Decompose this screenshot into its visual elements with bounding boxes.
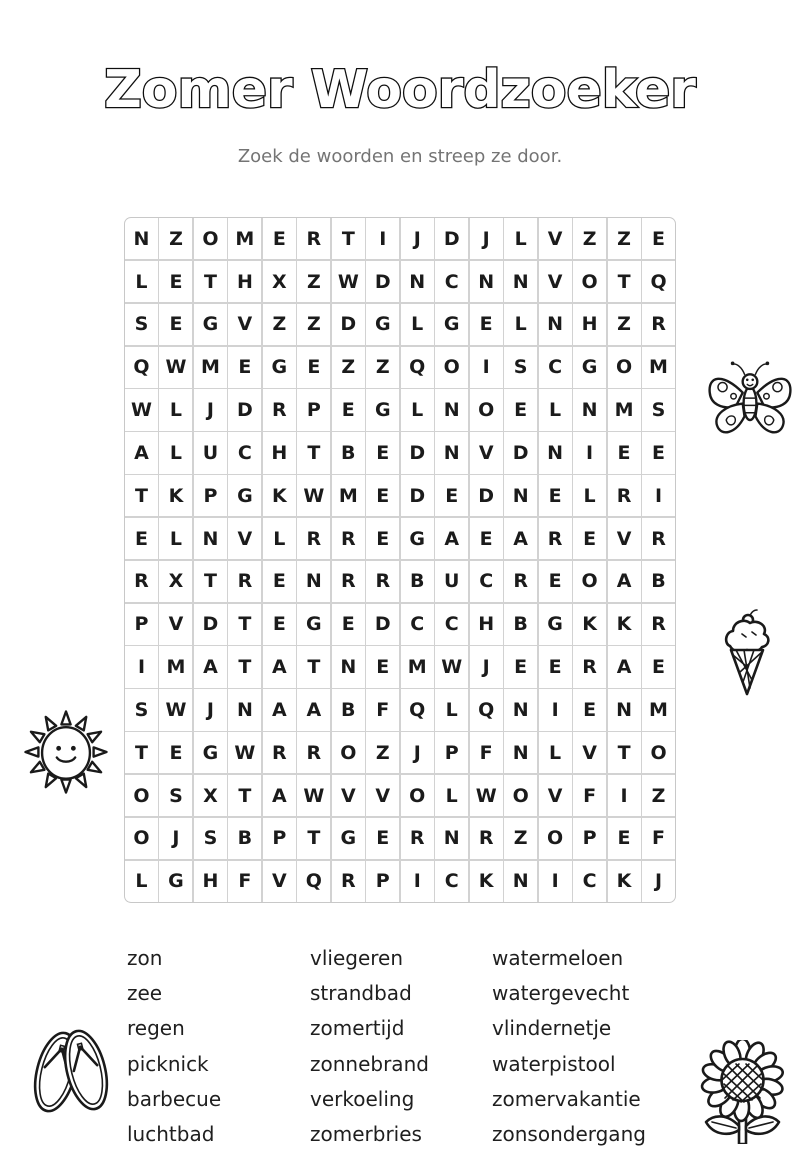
grid-cell: L [125,261,158,302]
grid-cell: E [125,518,158,559]
grid-cell: T [125,732,158,773]
grid-cell: L [504,304,537,345]
grid-cell: D [194,604,227,645]
word-list-item: watergevecht [492,981,630,1006]
grid-cell: D [366,604,399,645]
grid-cell: Z [366,732,399,773]
grid-cell: E [366,818,399,859]
grid-cell: Z [608,304,641,345]
grid-cell: O [125,818,158,859]
grid-cell: G [194,732,227,773]
grid-cell: L [263,518,296,559]
letter-grid [124,217,676,903]
grid-cell: R [608,475,641,516]
grid-cell: Q [642,261,675,302]
grid-cell: R [642,518,675,559]
grid-cell: K [608,861,641,902]
grid-cell: I [608,775,641,816]
grid-cell: R [263,389,296,430]
grid-cell: N [608,689,641,730]
grid-cell: T [228,646,261,687]
grid-cell: E [504,389,537,430]
flip-flops-icon [20,1012,120,1122]
grid-cell: S [504,347,537,388]
grid-cell: Z [297,304,330,345]
word-list-item: zomervakantie [492,1086,641,1111]
grid-cell: T [194,261,227,302]
word-list-item: barbecue [127,1086,222,1111]
grid-cell: O [539,818,572,859]
grid-cell: T [608,732,641,773]
grid-cell: W [159,689,192,730]
grid-cell: O [504,775,537,816]
grid-cell: R [332,561,365,602]
ice-cream-icon [716,606,778,700]
grid-cell: V [332,775,365,816]
grid-cell: D [435,218,468,259]
grid-cell: E [539,475,572,516]
grid-cell: S [125,689,158,730]
grid-cell: N [297,561,330,602]
grid-cell: E [573,518,606,559]
grid-cell: E [263,604,296,645]
grid-cell: H [470,604,503,645]
grid-cell: Q [125,347,158,388]
grid-cell: C [539,347,572,388]
grid-cell: E [297,347,330,388]
word-list-column [492,941,687,1152]
grid-cell: E [332,389,365,430]
grid-cell: P [366,861,399,902]
grid-cell: E [228,347,261,388]
grid-cell: O [194,218,227,259]
grid-cell: V [159,604,192,645]
word-list-item: zonsondergang [492,1121,646,1146]
grid-cell: N [470,261,503,302]
grid-cell: G [332,818,365,859]
grid-cell: R [297,218,330,259]
grid-cell: W [470,775,503,816]
grid-cell: W [159,347,192,388]
grid-cell: I [539,861,572,902]
grid-cell: G [194,304,227,345]
grid-cell: C [435,861,468,902]
grid-cell: M [228,218,261,259]
grid-cell: R [539,518,572,559]
grid-cell: J [401,732,434,773]
grid-cell: N [332,646,365,687]
grid-cell: F [366,689,399,730]
grid-cell: I [642,475,675,516]
grid-cell: Z [573,218,606,259]
grid-cell: A [125,432,158,473]
grid-cell: H [263,432,296,473]
grid-cell: E [504,646,537,687]
grid-cell: A [504,518,537,559]
grid-cell: G [159,861,192,902]
grid-cell: Q [401,689,434,730]
grid-cell: J [401,218,434,259]
grid-cell: R [332,518,365,559]
grid-cell: E [470,518,503,559]
grid-cell: R [297,518,330,559]
grid-cell: E [263,561,296,602]
grid-cell: Q [297,861,330,902]
word-list-item: zonnebrand [310,1051,429,1076]
grid-cell: T [194,561,227,602]
grid-cell: I [573,432,606,473]
grid-cell: Z [608,218,641,259]
grid-cell: E [332,604,365,645]
grid-cell: F [470,732,503,773]
grid-cell: L [539,389,572,430]
grid-cell: A [608,646,641,687]
grid-cell: R [263,732,296,773]
grid-cell: T [332,218,365,259]
grid-cell: I [470,347,503,388]
grid-cell: B [642,561,675,602]
grid-cell: B [332,432,365,473]
grid-cell: P [125,604,158,645]
grid-cell: H [573,304,606,345]
grid-cell: E [470,304,503,345]
grid-cell: A [608,561,641,602]
grid-cell: T [297,432,330,473]
grid-cell: G [297,604,330,645]
grid-cell: L [159,389,192,430]
grid-cell: K [573,604,606,645]
grid-cell: V [608,518,641,559]
grid-cell: K [608,604,641,645]
word-list [127,941,687,1152]
word-list-item: strandbad [310,981,412,1006]
grid-cell: N [539,304,572,345]
grid-cell: C [228,432,261,473]
grid-cell: E [159,304,192,345]
grid-cell: A [435,518,468,559]
grid-cell: N [435,818,468,859]
grid-cell: M [642,347,675,388]
grid-cell: V [470,432,503,473]
grid-cell: E [159,732,192,773]
grid-cell: Z [332,347,365,388]
word-list-item: verkoeling [310,1086,415,1111]
grid-cell: M [401,646,434,687]
grid-cell: R [504,561,537,602]
grid-cell: I [125,646,158,687]
word-list-column [127,941,310,1152]
grid-cell: E [366,518,399,559]
grid-cell: N [504,689,537,730]
grid-cell: J [194,689,227,730]
grid-cell: N [504,861,537,902]
grid-cell: V [539,261,572,302]
grid-cell: I [401,861,434,902]
grid-cell: A [263,689,296,730]
grid-cell: O [470,389,503,430]
grid-cell: B [504,604,537,645]
grid-cell: E [539,561,572,602]
grid-cell: W [297,475,330,516]
grid-cell: P [297,389,330,430]
grid-cell: Z [297,261,330,302]
grid-cell: U [194,432,227,473]
grid-cell: D [401,475,434,516]
grid-cell: E [366,646,399,687]
grid-cell: T [608,261,641,302]
grid-cell: W [297,775,330,816]
grid-cell: V [539,218,572,259]
grid-cell: N [435,432,468,473]
word-list-item: zomerbries [310,1121,422,1146]
grid-cell: V [228,304,261,345]
grid-cell: K [159,475,192,516]
sunflower-icon [690,1040,794,1144]
page-title: Zomer Woordzoeker [104,60,696,120]
grid-cell: Z [366,347,399,388]
grid-cell: Z [504,818,537,859]
grid-cell: M [642,689,675,730]
grid-cell: K [470,861,503,902]
word-list-item: waterpistool [492,1051,616,1076]
grid-cell: R [228,561,261,602]
word-list-item: vliegeren [310,946,404,970]
grid-cell: R [125,561,158,602]
grid-cell: S [194,818,227,859]
grid-cell: M [194,347,227,388]
grid-cell: G [401,518,434,559]
grid-cell: N [573,389,606,430]
grid-cell: E [608,818,641,859]
grid-cell: W [332,261,365,302]
grid-cell: L [539,732,572,773]
grid-cell: R [642,304,675,345]
grid-cell: J [642,861,675,902]
grid-cell: B [228,818,261,859]
grid-cell: G [366,389,399,430]
grid-cell: N [504,475,537,516]
grid-cell: N [125,218,158,259]
grid-cell: N [539,432,572,473]
grid-cell: G [539,604,572,645]
grid-cell: B [401,561,434,602]
word-list-column [310,941,492,1152]
word-list-item: zon [127,946,163,970]
grid-cell: E [435,475,468,516]
word-list-item: regen [127,1016,185,1041]
grid-cell: R [470,818,503,859]
grid-cell: J [194,389,227,430]
grid-cell: O [332,732,365,773]
grid-cell: D [332,304,365,345]
grid-cell: E [642,432,675,473]
grid-cell: Q [470,689,503,730]
grid-cell: C [435,261,468,302]
grid-cell: D [366,261,399,302]
grid-cell: Q [401,347,434,388]
grid-cell: O [573,261,606,302]
grid-cell: F [228,861,261,902]
grid-cell: E [366,432,399,473]
word-list-item: zomertijd [310,1016,405,1041]
grid-cell: Z [263,304,296,345]
grid-cell: N [435,389,468,430]
grid-cell: M [332,475,365,516]
grid-cell: W [435,646,468,687]
grid-cell: C [573,861,606,902]
grid-cell: P [435,732,468,773]
grid-cell: U [435,561,468,602]
grid-cell: N [401,261,434,302]
grid-cell: A [263,775,296,816]
grid-cell: M [608,389,641,430]
grid-cell: I [539,689,572,730]
grid-cell: L [401,304,434,345]
grid-cell: D [401,432,434,473]
grid-cell: L [435,689,468,730]
grid-cell: S [159,775,192,816]
word-list-item: vlindernetje [492,1016,612,1041]
grid-cell: S [642,389,675,430]
grid-cell: T [228,775,261,816]
grid-cell: C [401,604,434,645]
grid-cell: D [504,432,537,473]
grid-cell: S [125,304,158,345]
grid-cell: K [263,475,296,516]
grid-cell: Z [159,218,192,259]
grid-cell: G [435,304,468,345]
word-list-item: picknick [127,1051,209,1076]
grid-cell: T [297,818,330,859]
grid-cell: R [332,861,365,902]
grid-cell: R [366,561,399,602]
grid-cell: O [435,347,468,388]
grid-cell: N [228,689,261,730]
grid-cell: Z [642,775,675,816]
grid-cell: O [608,347,641,388]
grid-cell: T [297,646,330,687]
grid-cell: C [435,604,468,645]
grid-cell: V [573,732,606,773]
grid-cell: G [263,347,296,388]
grid-cell: E [159,261,192,302]
grid-cell: F [642,818,675,859]
grid-cell: A [194,646,227,687]
grid-cell: E [573,689,606,730]
grid-cell: P [194,475,227,516]
grid-cell: X [263,261,296,302]
grid-cell: E [608,432,641,473]
grid-cell: N [504,732,537,773]
grid-cell: V [263,861,296,902]
grid-cell: R [642,604,675,645]
grid-cell: R [401,818,434,859]
grid-cell: W [228,732,261,773]
grid-cell: H [194,861,227,902]
grid-cell: J [470,218,503,259]
grid-cell: E [263,218,296,259]
grid-cell: D [470,475,503,516]
grid-cell: N [194,518,227,559]
butterfly-icon [704,356,796,442]
grid-cell: R [573,646,606,687]
grid-cell: P [573,818,606,859]
grid-cell: N [504,261,537,302]
grid-cell: L [573,475,606,516]
sun-icon [20,706,112,798]
grid-cell: R [297,732,330,773]
grid-cell: X [194,775,227,816]
grid-cell: J [159,818,192,859]
grid-cell: E [366,475,399,516]
grid-cell: P [263,818,296,859]
grid-cell: T [125,475,158,516]
grid-cell: V [228,518,261,559]
grid-cell: E [539,646,572,687]
grid-cell: J [470,646,503,687]
grid-cell: L [401,389,434,430]
grid-cell: E [642,646,675,687]
grid-cell: O [125,775,158,816]
grid-cell: I [366,218,399,259]
grid-cell: D [228,389,261,430]
grid-cell: W [125,389,158,430]
grid-cell: L [435,775,468,816]
grid-cell: G [228,475,261,516]
grid-cell: C [470,561,503,602]
grid-cell: E [642,218,675,259]
grid-cell: B [332,689,365,730]
grid-cell: M [159,646,192,687]
grid-cell: L [159,432,192,473]
grid-cell: T [228,604,261,645]
word-list-item: zee [127,981,163,1006]
word-list-item: luchtbad [127,1121,215,1146]
grid-cell: L [159,518,192,559]
grid-cell: O [401,775,434,816]
grid-cell: L [125,861,158,902]
page-subtitle: Zoek de woorden en streep ze door. [237,146,563,167]
grid-cell: O [573,561,606,602]
grid-cell: G [573,347,606,388]
grid-cell: V [366,775,399,816]
grid-cell: A [297,689,330,730]
grid-cell: G [366,304,399,345]
grid-cell: H [228,261,261,302]
word-list-item: watermeloen [492,946,624,970]
grid-cell: O [642,732,675,773]
grid-cell: V [539,775,572,816]
grid-cell: X [159,561,192,602]
grid-cell: L [504,218,537,259]
grid-cell: F [573,775,606,816]
grid-cell: A [263,646,296,687]
